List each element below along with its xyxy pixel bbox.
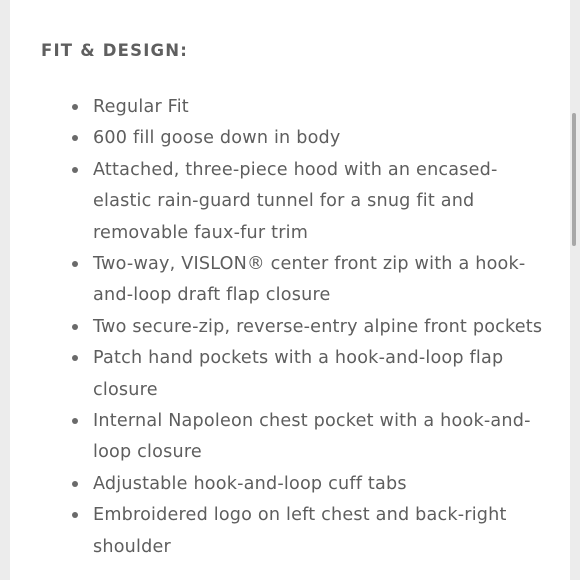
list-item-text: Internal Napoleon chest pocket with a hook-and-loop closure [93, 411, 531, 463]
list-item [10, 92, 555, 123]
list-item [10, 312, 555, 343]
list-item [10, 123, 555, 154]
feature-list [10, 92, 555, 563]
bullet-icon [72, 167, 78, 173]
bullet-icon [72, 135, 78, 141]
list-item-text: Regular Fit [93, 97, 189, 117]
list-item-text: Embroidered logo on left chest and back-right shoulder [93, 505, 507, 557]
list-item-text: Patch hand pockets with a hook-and-loop flap closure [93, 348, 504, 400]
list-item-text: Two secure-zip, reverse-entry alpine front pockets [93, 316, 543, 337]
bullet-icon [72, 512, 78, 518]
list-item-text: Two-way, VISLON® center front zip with a hook-and-loop draft flap closure [93, 254, 526, 306]
section-heading: FIT & DESIGN: [41, 41, 189, 60]
list-item [10, 406, 555, 469]
list-item [10, 249, 555, 312]
vertical-scrollbar[interactable] [572, 113, 576, 246]
bullet-icon [72, 324, 78, 330]
bullet-icon [72, 481, 78, 487]
bullet-icon [72, 261, 78, 267]
list-item [10, 343, 555, 406]
list-item [10, 469, 555, 500]
content-panel [10, 0, 570, 580]
list-item [10, 155, 555, 249]
bullet-icon [72, 104, 78, 110]
list-item-text: Attached, three-piece hood with an encased-elastic rain-guard tunnel for a snug fit and removable faux-fur trim [93, 159, 498, 243]
bullet-icon [72, 355, 78, 361]
list-item-text: 600 fill goose down in body [93, 128, 341, 149]
bullet-icon [72, 418, 78, 424]
list-item [10, 500, 555, 563]
list-item-text: Adjustable hook-and-loop cuff tabs [93, 473, 407, 494]
